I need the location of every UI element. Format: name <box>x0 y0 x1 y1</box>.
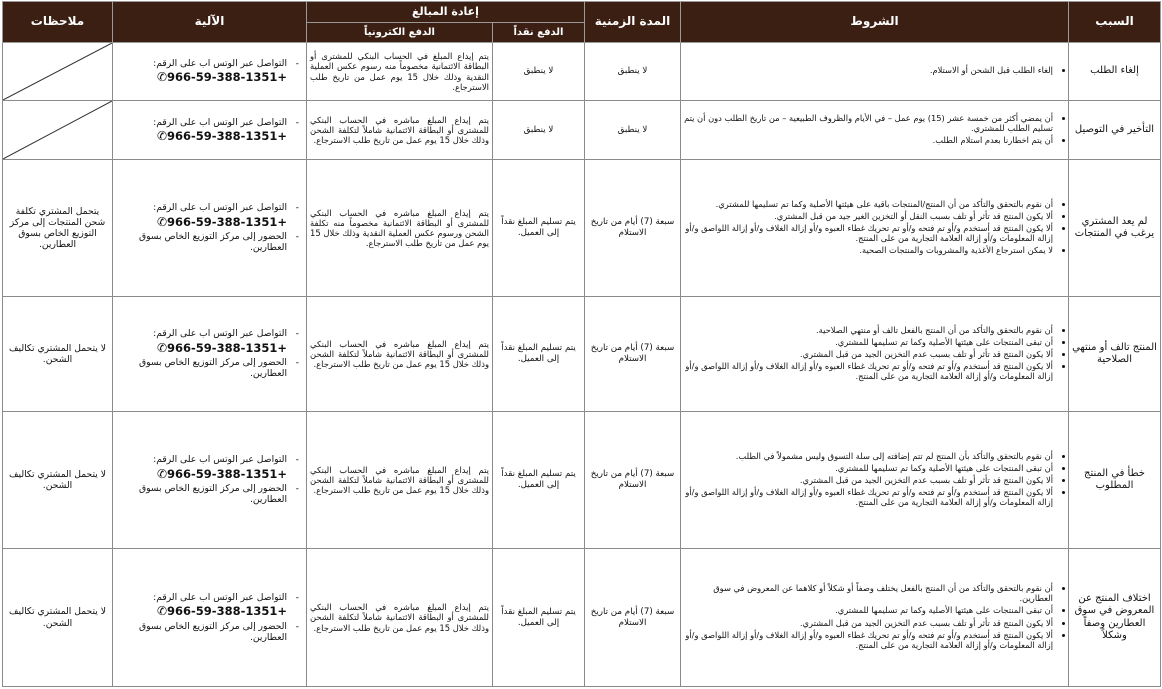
mechanism-item <box>116 454 287 481</box>
conditions-cell <box>681 297 1069 412</box>
header-cash: الدفع نقداً <box>493 23 585 43</box>
mechanism-whatsapp-text: التواصل عبر الوتس اب على الرقم: <box>153 202 287 214</box>
mechanism-list <box>116 454 303 505</box>
mechanism-list <box>116 592 303 643</box>
table-row <box>3 43 1161 101</box>
condition-item: • لا يمكن استرجاع الأغذية والمشروبات والمنتجات الصحية. <box>684 245 1053 255</box>
header-reason: السبب <box>1069 2 1161 43</box>
slash-line <box>3 43 112 100</box>
electronic-refund-cell: يتم إيداع المبلغ مباشره في الحساب البنكي للمشترى أو البطاقة الائتمانية شاملاً لتكلفة الشحن وذلك خلال 15 يوم عمل من تاريخ طلب الاسترجاع. <box>307 549 493 687</box>
reason-cell: إلغاء الطلب <box>1069 43 1161 101</box>
phone-icon: ✆ <box>156 128 168 143</box>
mechanism-list <box>116 202 303 253</box>
conditions-cell <box>681 101 1069 160</box>
mechanism-item <box>116 117 287 144</box>
conditions-list <box>684 325 1065 382</box>
table-row <box>3 160 1161 297</box>
condition-item: • أن تبقى المنتجات على هيئتها الأصلية وكما تم تسليمها للمشتري. <box>684 605 1053 615</box>
cash-refund-cell: يتم تسليم المبلغ نقداً إلى العميل. <box>493 297 585 412</box>
condition-item: • أن نقوم بالتحقق والتأكد من أن المنتج بالفعل تالف أو منتهي الصلاحية. <box>684 325 1053 335</box>
table-row <box>3 412 1161 549</box>
condition-item: • ألا يكون المنتج قد تأثر أو تلف بسبب عدم التخزين الجيد من قبل المشتري. <box>684 475 1053 485</box>
diagonal-slash-icon <box>3 43 112 100</box>
duration-cell: سبعة (7) أيام من تاريخ الاستلام <box>585 412 681 549</box>
header-electronic: الدفع الكترونياً <box>307 23 493 43</box>
condition-item: • أن يمضي أكثر من خمسة عشر (15) يوم عمل – في الأيام والظروف الطبيعية – من تاريخ الطلب دون أن يتم تسليم الطلب للمشتري. <box>684 113 1053 133</box>
phone-icon: ✆ <box>156 70 168 85</box>
condition-item: • ألا يكون المنتج قد أستخدم و/أو تم فتحه و/أو تم تحريك غطاء العبوه و/أو إزالة الغلاف و/أو إزالة اللواصق و/أو إزالة المعلومات و/أو إزالة العلامة التجارية من على المنتج. <box>684 487 1053 507</box>
electronic-refund-cell: يتم إيداع المبلغ مباشره في الحساب البنكي للمشترى أو البطاقة الائتمانية شاملاً لتكلفة الشحن وذلك خلال 15 يوم عمل من تاريخ طلب الاسترجاع. <box>307 101 493 160</box>
condition-item: • ألا يكون المنتج قد تأثر أو تلف بسبب النقل أو التخزين الغير جيد من قبل المشتري. <box>684 211 1053 221</box>
notes-cell-empty <box>3 43 113 101</box>
reason-cell: خطأ في المنتج المطلوب <box>1069 412 1161 549</box>
header-refund: إعادة المبالغ <box>307 2 585 23</box>
phone-number-text: 966-59-388-1351+ <box>167 70 287 85</box>
mechanism-whatsapp-text: التواصل عبر الوتس اب على الرقم: <box>153 454 287 466</box>
mechanism-cell <box>113 101 307 160</box>
electronic-refund-cell: يتم إيداع المبلغ مباشره في الحساب البنكي للمشترى أو البطاقة الائتمانية شاملاً لتكلفة الشحن وذلك خلال 15 يوم عمل من تاريخ طلب الاسترجاع. <box>307 297 493 412</box>
mechanism-whatsapp-text: التواصل عبر الوتس اب على الرقم: <box>153 328 287 340</box>
conditions-list <box>684 583 1065 650</box>
mechanism-item <box>116 58 287 85</box>
mechanism-whatsapp-text: التواصل عبر الوتس اب على الرقم: <box>153 591 287 603</box>
condition-item: • أن نقوم بالتحقق والتأكد من أن المنتج بالفعل يختلف وصفاً أو شكلاً أو كلاهما عن المعروض في سوق العطارين. <box>684 583 1053 603</box>
phone-number-text: 966-59-388-1351+ <box>167 604 287 619</box>
mechanism-item: - الحضور إلى مركز التوزيع الخاص بسوق العطارين. <box>116 357 287 379</box>
phone-number-text: 966-59-388-1351+ <box>167 340 287 355</box>
condition-item: • ألا يكون المنتج قد أستخدم و/أو تم فتحه و/أو تم تحريك غطاء العبوه و/أو إزالة الغلاف و/أو إزالة اللواصق و/أو إزالة المعلومات و/أو إزالة العلامة التجارية من على المنتج. <box>684 223 1053 243</box>
reason-cell: المنتج تالف أو منتهي الصلاحية <box>1069 297 1161 412</box>
condition-item: • ألا يكون المنتج قد أستخدم و/أو تم فتحه و/أو تم تحريك غطاء العبوه و/أو إزالة الغلاف و/أو إزالة اللواصق و/أو إزالة المعلومات و/أو إزالة العلامة التجارية من على المنتج. <box>684 630 1053 650</box>
conditions-cell <box>681 412 1069 549</box>
phone-icon: ✆ <box>156 466 168 481</box>
mechanism-item: - الحضور إلى مركز التوزيع الخاص بسوق العطارين. <box>116 483 287 505</box>
cash-refund-cell: يتم تسليم المبلغ نقداً إلى العميل. <box>493 549 585 687</box>
conditions-list <box>684 65 1065 75</box>
cash-refund-cell: يتم تسليم المبلغ نقداً إلى العميل. <box>493 412 585 549</box>
mechanism-cell <box>113 160 307 297</box>
mechanism-whatsapp-text: التواصل عبر الوتس اب على الرقم: <box>153 58 287 70</box>
notes-cell: لا يتحمل المشتري تكاليف الشحن. <box>3 549 113 687</box>
mechanism-item: - الحضور إلى مركز التوزيع الخاص بسوق العطارين. <box>116 621 287 643</box>
phone-icon: ✆ <box>156 604 168 619</box>
duration-cell: لا ينطبق <box>585 101 681 160</box>
mechanism-item: - الحضور إلى مركز التوزيع الخاص بسوق العطارين. <box>116 231 287 253</box>
header-duration: المدة الزمنية <box>585 2 681 43</box>
condition-item: • ألا يكون المنتج قد تأثر أو تلف بسبب عدم التخزين الجيد من قبل المشتري. <box>684 349 1053 359</box>
notes-cell: يتحمل المشتري تكلفة شحن المنتجات إلى مركز التوزيع الخاص بسوق العطارين. <box>3 160 113 297</box>
phone-icon: ✆ <box>156 214 168 229</box>
header-notes: ملاحظات <box>3 2 113 43</box>
phone-number <box>116 129 287 144</box>
cash-refund-cell: لا ينطبق <box>493 43 585 101</box>
duration-cell: سبعة (7) أيام من تاريخ الاستلام <box>585 297 681 412</box>
duration-cell: سبعة (7) أيام من تاريخ الاستلام <box>585 549 681 687</box>
condition-item: • أن يتم اخطارنا بعدم استلام الطلب. <box>684 135 1053 145</box>
condition-item: • أن تبقى المنتجات على هيئتها الأصلية وكما تم تسليمها للمشتري. <box>684 337 1053 347</box>
mechanism-list <box>116 117 303 144</box>
conditions-cell <box>681 43 1069 101</box>
electronic-refund-cell: يتم إيداع المبلغ مباشره في الحساب البنكي للمشترى أو البطاقة الائتمانية مخصوماً منه تكلفة الشحن ورسوم عكس العملية النقدية وذلك خلال 15 يوم عمل من تاريخ طلب الاسترجاع. <box>307 160 493 297</box>
mechanism-item <box>116 202 287 229</box>
table-row <box>3 101 1161 160</box>
mechanism-list <box>116 328 303 379</box>
conditions-list <box>684 113 1065 145</box>
duration-cell: لا ينطبق <box>585 43 681 101</box>
slash-line <box>3 101 112 159</box>
mechanism-cell <box>113 549 307 687</box>
electronic-refund-cell: يتم إيداع المبلغ مباشره في الحساب البنكي للمشترى أو البطاقة الائتمانية شاملاً لتكلفة الشحن وذلك خلال 15 يوم عمل من تاريخ طلب الاسترجاع. <box>307 412 493 549</box>
mechanism-list <box>116 58 303 85</box>
cash-refund-cell: لا ينطبق <box>493 101 585 160</box>
conditions-cell <box>681 549 1069 687</box>
conditions-list <box>684 199 1065 256</box>
notes-cell: لا يتحمل المشتري تكاليف الشحن. <box>3 412 113 549</box>
phone-number-text: 966-59-388-1351+ <box>167 214 287 229</box>
mechanism-cell <box>113 43 307 101</box>
diagonal-slash-icon <box>3 101 112 159</box>
mechanism-item <box>116 328 287 355</box>
conditions-list <box>684 451 1065 508</box>
phone-icon: ✆ <box>156 340 168 355</box>
notes-cell: لا يتحمل المشتري تكاليف الشحن. <box>3 297 113 412</box>
mechanism-cell <box>113 412 307 549</box>
phone-number <box>116 70 287 85</box>
condition-item: • أن نقوم بالتحقق والتأكد بأن المنتج لم تتم إضافته إلى سلة التسوق وليس مشمولاً في الطلب. <box>684 451 1053 461</box>
conditions-cell <box>681 160 1069 297</box>
cash-refund-cell: يتم تسليم المبلغ نقداً إلى العميل. <box>493 160 585 297</box>
phone-number <box>116 604 287 619</box>
reason-cell: لم يعد المشتري يرغب في المنتجات <box>1069 160 1161 297</box>
phone-number <box>116 215 287 230</box>
phone-number <box>116 467 287 482</box>
mechanism-item <box>116 592 287 619</box>
condition-item: • إلغاء الطلب قبل الشحن أو الاستلام. <box>684 65 1053 75</box>
mechanism-whatsapp-text: التواصل عبر الوتس اب على الرقم: <box>153 116 287 128</box>
header-mechanism: الآلية <box>113 2 307 43</box>
phone-number-text: 966-59-388-1351+ <box>167 466 287 481</box>
condition-item: • ألا يكون المنتج قد أستخدم و/أو تم فتحه و/أو تم تحريك غطاء العبوه و/أو إزالة الغلاف و/أو إزالة اللواصق و/أو إزالة المعلومات و/أو إزالة العلامة التجارية من على المنتج. <box>684 361 1053 381</box>
condition-item: • أن تبقى المنتجات على هيئتها الأصلية وكما تم تسليمها للمشتري. <box>684 463 1053 473</box>
condition-item: • ألا يكون المنتج قد تأثر أو تلف بسبب عدم التخزين الجيد من قبل المشتري. <box>684 618 1053 628</box>
phone-number-text: 966-59-388-1351+ <box>167 128 287 143</box>
phone-number <box>116 341 287 356</box>
mechanism-cell <box>113 297 307 412</box>
refund-policy-table <box>2 1 1161 687</box>
header-conditions: الشروط <box>681 2 1069 43</box>
reason-cell: التأخير في التوصيل <box>1069 101 1161 160</box>
table-row <box>3 549 1161 687</box>
notes-cell-empty <box>3 101 113 160</box>
table-row <box>3 297 1161 412</box>
reason-cell: اختلاف المنتج عن المعروض في سوق العطارين وصفاً وشكلاً <box>1069 549 1161 687</box>
duration-cell: سبعة (7) أيام من تاريخ الاستلام <box>585 160 681 297</box>
condition-item: • أن نقوم بالتحقق والتأكد من أن المنتج/المنتجات باقية على هيئتها الأصلية وكما تم تسليمها للمشتري. <box>684 199 1053 209</box>
electronic-refund-cell: يتم إيداع المبلغ في الحساب البنكي للمشترى أو البطاقة الائتمانية مخصوماً منه رسوم عكس العملية النقدية وذلك خلال 15 يوم عمل من تاريخ طلب الاسترجاع. <box>307 43 493 101</box>
